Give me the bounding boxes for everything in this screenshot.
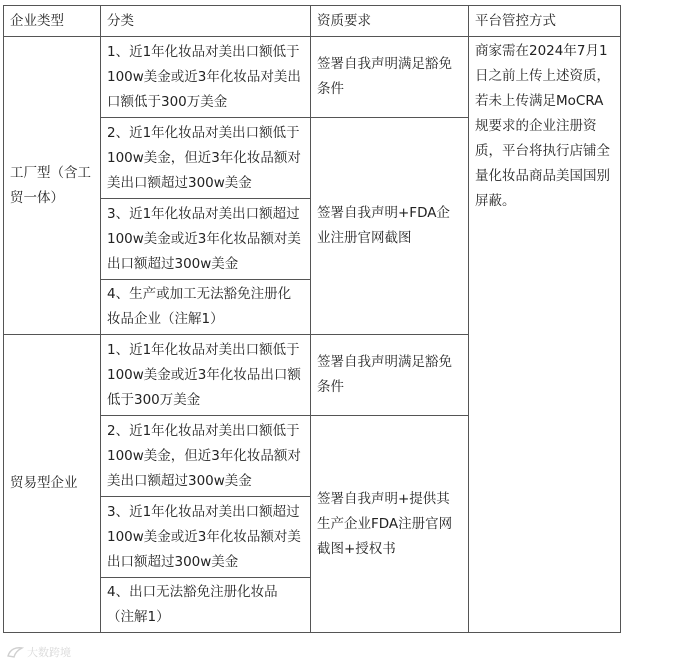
- qualification-table: [3, 5, 621, 633]
- category-cell: 2、近1年化妆品对美出口额低于100w美金，但近3年化妆品额对美出口额超过300w美金: [101, 416, 311, 497]
- enterprise-type-trading: 贸易型企业: [4, 335, 101, 633]
- header-category: 分类: [101, 6, 311, 37]
- requirement-cell: 签署自我声明满足豁免条件: [311, 335, 469, 416]
- table-row: [4, 37, 621, 118]
- category-cell: 4、生产或加工无法豁免注册化妆品企业（注解1）: [101, 280, 311, 335]
- header-enterprise-type: 企业类型: [4, 6, 101, 37]
- requirement-cell: 签署自我声明满足豁免条件: [311, 37, 469, 118]
- category-cell: 2、近1年化妆品对美出口额低于100w美金，但近3年化妆品额对美出口额超过300w美金: [101, 118, 311, 199]
- requirement-cell: 签署自我声明+FDA企业注册官网截图: [311, 118, 469, 335]
- logo-mark-icon: [6, 645, 24, 659]
- header-row: [4, 6, 621, 37]
- category-cell: 4、出口无法豁免注册化妆品（注解1）: [101, 578, 311, 633]
- watermark: [6, 644, 71, 660]
- enterprise-type-factory: 工厂型（含工贸一体）: [4, 37, 101, 335]
- requirement-cell: 签署自我声明+提供其生产企业FDA注册官网截图+授权书: [311, 416, 469, 633]
- header-platform-control: 平台管控方式: [469, 6, 621, 37]
- category-cell: 3、近1年化妆品对美出口额超过100w美金或近3年化妆品额对美出口额超过300w美金: [101, 497, 311, 578]
- watermark-text: 大数跨境: [27, 646, 71, 659]
- category-cell: 1、近1年化妆品对美出口额低于100w美金或近3年化妆品对美出口额低于300万美金: [101, 37, 311, 118]
- platform-control-cell: 商家需在2024年7月1日之前上传上述资质，若未上传满足MoCRA规要求的企业注册资质，平台将执行店铺全量化妆品商品美国国别屏蔽。: [469, 37, 621, 633]
- category-cell: 3、近1年化妆品对美出口额超过100w美金或近3年化妆品额对美出口额超过300w美金: [101, 199, 311, 280]
- header-qualification: 资质要求: [311, 6, 469, 37]
- category-cell: 1、近1年化妆品对美出口额低于100w美金或近3年化妆品出口额低于300万美金: [101, 335, 311, 416]
